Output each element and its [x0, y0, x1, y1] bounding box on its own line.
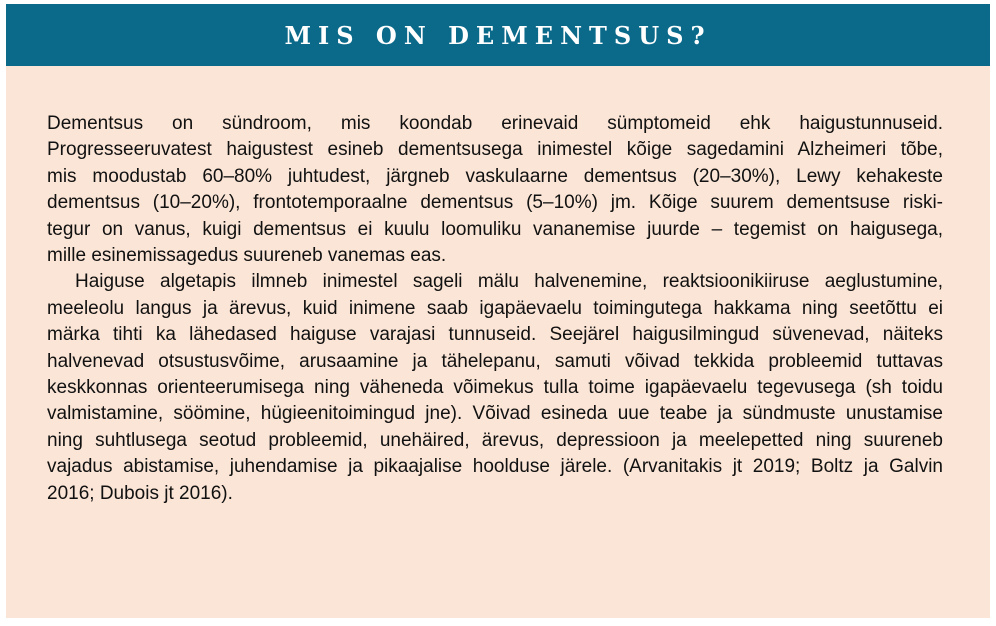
- box-content: [47, 111, 943, 507]
- text-line: meeleolu langus ja ärevus, kuid inimene saab igapäevaelu toimingutega hakkama ning seetõttu ei: [47, 297, 943, 319]
- text-line: mille esinemissagedus suureneb vanemas eas.: [47, 245, 447, 267]
- paragraph-2: [47, 269, 943, 507]
- text-line: tegur on vanus, kuigi dementsus ei kuulu loomuliku vananemise juurde – tegemist on haigusega,: [47, 218, 943, 240]
- text-line: dementsus (10–20%), frontotemporaalne dementsus (5–10%) jm. Kõige suurem dementsuse riski-: [47, 192, 943, 214]
- text-line: mis moodustab 60–80% juhtudest, järgneb vaskulaarne dementsus (20–30%), Lewy kehakeste: [47, 165, 943, 187]
- text-line: vajadus abistamise, juhendamise ja pikaajalise hoolduse järele. (Arvanitakis jt 2019; Boltz ja Galvin: [47, 456, 943, 478]
- info-box: [6, 4, 990, 618]
- text-line: 2016; Dubois jt 2016).: [47, 482, 233, 504]
- text-line: Dementsus on sündroom, mis koondab erinevaid sümptomeid ehk haigustunnuseid.: [47, 113, 943, 134]
- box-header: [6, 4, 990, 66]
- text-line: ning suhtlusega seotud probleemid, unehäired, ärevus, depressioon ja meelepetted ning suureneb: [47, 429, 943, 451]
- text-line: Progresseeruvatest haigustest esineb dementsusega inimestel kõige sagedamini Alzheimeri tõbe,: [47, 139, 943, 161]
- paragraph-1: [47, 111, 943, 269]
- text-line: märka tihti ka lähedased haiguse varajasi tunnuseid. Seejärel haigusilmingud süvenevad, näiteks: [47, 324, 943, 346]
- text-line: halvenevad otsustusvõime, arusaamine ja tähelepanu, samuti võivad tekkida probleemid tuttavas: [47, 350, 943, 372]
- text-line: Haiguse algetapis ilmneb inimestel sageli mälu halvenemine, reaktsioonikiiruse aeglustumine,: [75, 271, 943, 293]
- box-title: MIS ON DEMENTSUS?: [284, 20, 712, 50]
- text-line: valmistamine, söömine, hügieenitoimingud jne). Võivad esineda uue teabe ja sündmuste unustamise: [47, 403, 943, 425]
- text-line: keskkonnas orienteerumisega ning väheneda võimekus tulla toime igapäevaelu tegevusega (sh toidu: [47, 377, 943, 399]
